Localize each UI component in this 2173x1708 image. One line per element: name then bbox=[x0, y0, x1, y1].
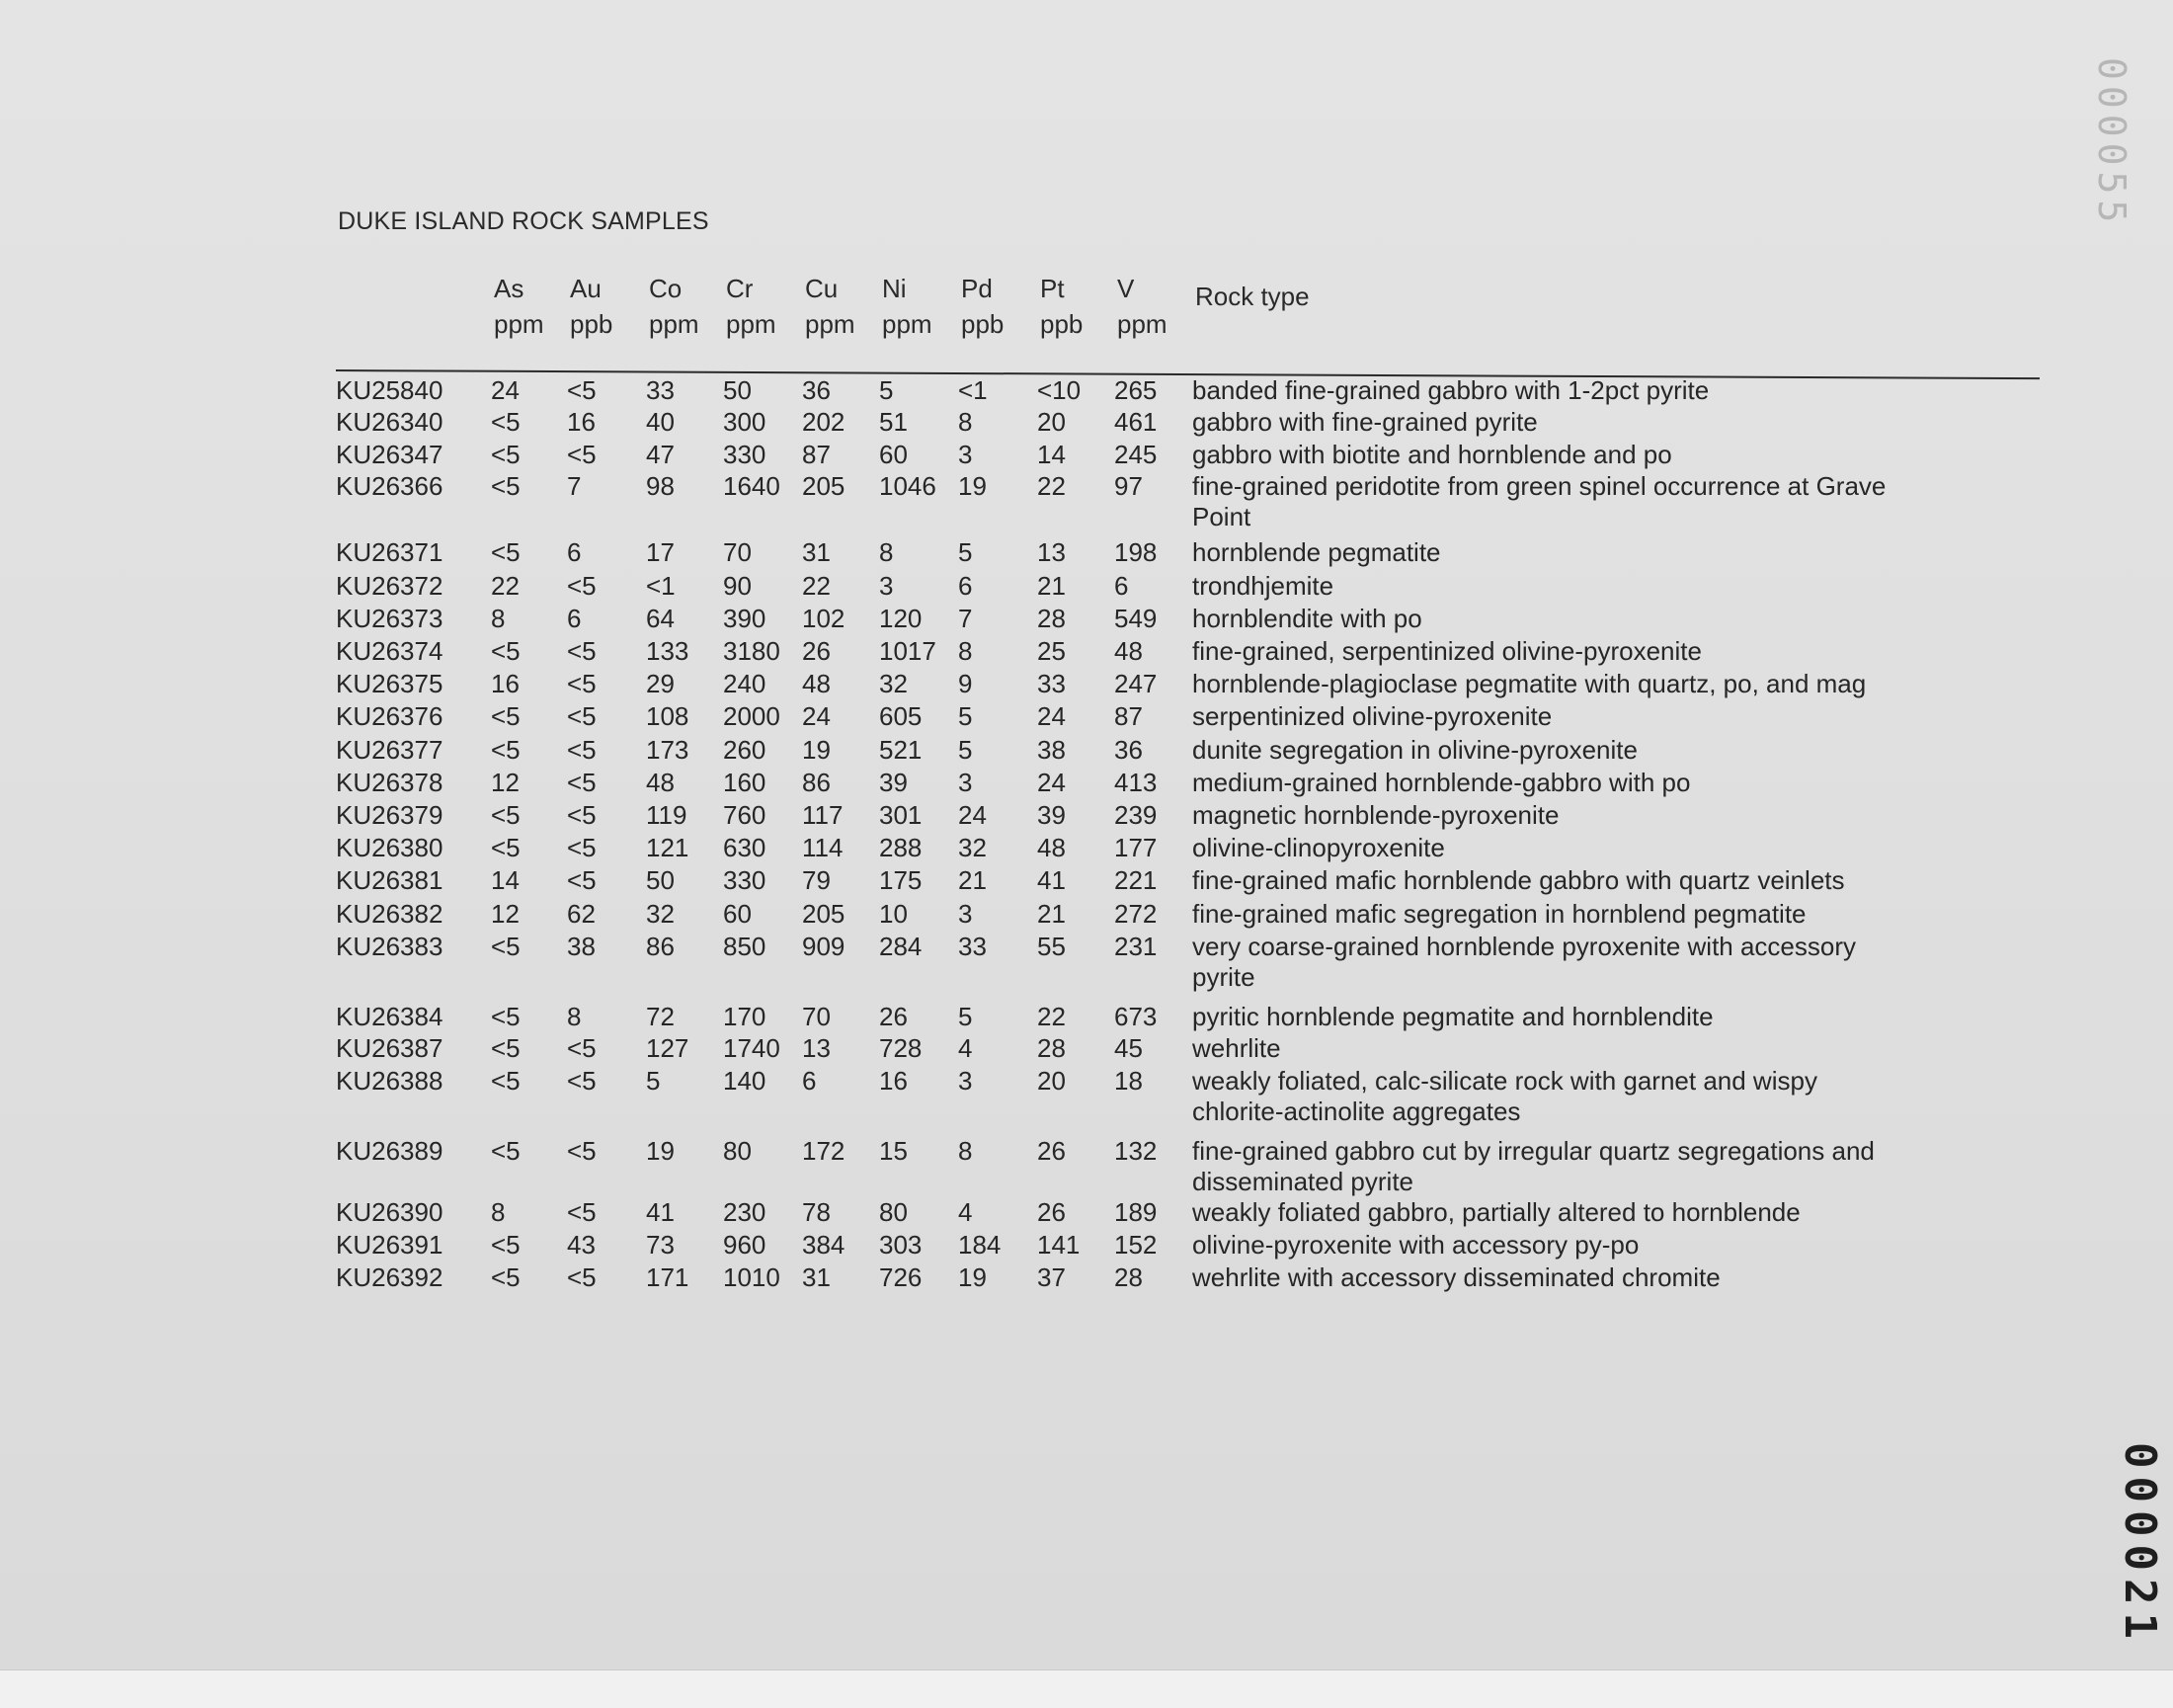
pt-value: 41 bbox=[1037, 865, 1066, 895]
col-header-cu: Cu ppm bbox=[805, 274, 855, 339]
co-value: 50 bbox=[646, 865, 675, 895]
col-header-cr: Cr ppm bbox=[726, 274, 776, 339]
pt-value: 21 bbox=[1037, 899, 1066, 929]
col-header-pt: Pt ppb bbox=[1040, 274, 1084, 339]
au-value: <5 bbox=[567, 1066, 597, 1096]
as-value: 14 bbox=[491, 865, 520, 895]
v-value: 97 bbox=[1114, 471, 1143, 501]
v-value: 272 bbox=[1114, 899, 1158, 929]
cu-value: 70 bbox=[802, 1002, 831, 1031]
sample-id: KU26374 bbox=[336, 636, 443, 666]
ni-value: 303 bbox=[879, 1230, 923, 1260]
cu-value: 205 bbox=[802, 899, 845, 929]
cr-value: 630 bbox=[723, 833, 766, 862]
pd-value: 5 bbox=[958, 735, 973, 765]
au-value: <5 bbox=[567, 1136, 597, 1166]
col-header-rock-type: Rock type bbox=[1195, 282, 1310, 311]
sample-id: KU26380 bbox=[336, 833, 443, 862]
co-value: 86 bbox=[646, 932, 675, 961]
as-value: <5 bbox=[491, 701, 521, 731]
cr-value: 260 bbox=[723, 735, 766, 765]
au-value: 43 bbox=[567, 1230, 596, 1260]
co-value: 73 bbox=[646, 1230, 675, 1260]
au-value: <5 bbox=[567, 375, 597, 405]
v-value: 6 bbox=[1114, 571, 1129, 601]
ni-value: 1046 bbox=[879, 471, 936, 501]
co-value: 171 bbox=[646, 1262, 689, 1292]
rock-type: weakly foliated, calc-silicate rock with garnet and wispy chlorite-actinolite aggregates bbox=[1192, 1066, 1817, 1126]
ni-value: 32 bbox=[879, 669, 908, 698]
au-value: <5 bbox=[567, 571, 597, 601]
co-value: 64 bbox=[646, 604, 675, 633]
pd-value: 3 bbox=[958, 440, 973, 469]
co-value: 121 bbox=[646, 833, 689, 862]
co-value: 108 bbox=[646, 701, 689, 731]
as-value: <5 bbox=[491, 440, 521, 469]
ni-value: 8 bbox=[879, 537, 894, 567]
rock-type: weakly foliated gabbro, partially altered to hornblende bbox=[1192, 1197, 1801, 1227]
v-value: 189 bbox=[1114, 1197, 1158, 1227]
co-value: 5 bbox=[646, 1066, 661, 1096]
ni-value: 1017 bbox=[879, 636, 936, 666]
au-value: 6 bbox=[567, 537, 582, 567]
cu-value: 205 bbox=[802, 471, 845, 501]
cr-value: 1640 bbox=[723, 471, 780, 501]
col-header-as: As ppm bbox=[494, 274, 544, 339]
sample-id: KU26378 bbox=[336, 768, 443, 797]
cu-value: 909 bbox=[802, 932, 845, 961]
pt-value: 38 bbox=[1037, 735, 1066, 765]
cr-value: 60 bbox=[723, 899, 752, 929]
v-value: 673 bbox=[1114, 1002, 1158, 1031]
rock-type: pyritic hornblende pegmatite and hornblendite bbox=[1192, 1002, 1714, 1031]
v-value: 265 bbox=[1114, 375, 1158, 405]
as-value: <5 bbox=[491, 407, 521, 437]
au-value: <5 bbox=[567, 1033, 597, 1063]
col-header-v: V ppm bbox=[1117, 274, 1167, 339]
cr-value: 330 bbox=[723, 440, 766, 469]
pd-value: <1 bbox=[958, 375, 988, 405]
rock-type: banded fine-grained gabbro with 1-2pct pyrite bbox=[1192, 375, 1710, 405]
as-value: <5 bbox=[491, 1033, 521, 1063]
sample-id: KU26379 bbox=[336, 800, 443, 830]
v-value: 177 bbox=[1114, 833, 1158, 862]
au-value: 38 bbox=[567, 932, 596, 961]
pt-value: 26 bbox=[1037, 1197, 1066, 1227]
cu-value: 19 bbox=[802, 735, 831, 765]
rock-type: trondhjemite bbox=[1192, 571, 1334, 601]
pt-value: 13 bbox=[1037, 537, 1066, 567]
ni-value: 728 bbox=[879, 1033, 923, 1063]
page-stamp-top: 000055 bbox=[2090, 57, 2133, 229]
pd-value: 6 bbox=[958, 571, 973, 601]
co-value: 33 bbox=[646, 375, 675, 405]
cr-value: 300 bbox=[723, 407, 766, 437]
ni-value: 726 bbox=[879, 1262, 923, 1292]
rock-type: hornblende-plagioclase pegmatite with quartz, po, and mag bbox=[1192, 669, 1867, 698]
au-value: <5 bbox=[567, 669, 597, 698]
rock-type: fine-grained mafic hornblende gabbro with quartz veinlets bbox=[1192, 865, 1845, 895]
cu-value: 117 bbox=[802, 800, 844, 830]
v-value: 28 bbox=[1114, 1262, 1143, 1292]
sample-id: KU26383 bbox=[336, 932, 443, 961]
cu-value: 86 bbox=[802, 768, 831, 797]
col-header-co: Co ppm bbox=[649, 274, 699, 339]
pt-value: 48 bbox=[1037, 833, 1066, 862]
pd-value: 3 bbox=[958, 1066, 973, 1096]
rock-type: serpentinized olivine-pyroxenite bbox=[1192, 701, 1553, 731]
co-value: 173 bbox=[646, 735, 689, 765]
pd-value: 8 bbox=[958, 1136, 973, 1166]
cu-value: 22 bbox=[802, 571, 831, 601]
document-title: DUKE ISLAND ROCK SAMPLES bbox=[338, 207, 709, 235]
au-value: <5 bbox=[567, 1197, 597, 1227]
as-value: <5 bbox=[491, 800, 521, 830]
pd-value: 4 bbox=[958, 1197, 973, 1227]
cu-value: 102 bbox=[802, 604, 845, 633]
pt-value: 28 bbox=[1037, 1033, 1066, 1063]
cu-value: 48 bbox=[802, 669, 831, 698]
sample-id: KU26340 bbox=[336, 407, 443, 437]
cr-value: 70 bbox=[723, 537, 752, 567]
pt-value: 20 bbox=[1037, 1066, 1066, 1096]
ni-value: 605 bbox=[879, 701, 923, 731]
v-value: 87 bbox=[1114, 701, 1143, 731]
sample-id: KU26384 bbox=[336, 1002, 443, 1031]
pt-value: 24 bbox=[1037, 701, 1066, 731]
cu-value: 172 bbox=[802, 1136, 845, 1166]
as-value: 8 bbox=[491, 604, 506, 633]
rock-type: hornblendite with po bbox=[1192, 604, 1422, 633]
pd-value: 19 bbox=[958, 471, 987, 501]
ni-value: 51 bbox=[879, 407, 908, 437]
pt-value: 24 bbox=[1037, 768, 1066, 797]
as-value: <5 bbox=[491, 1262, 521, 1292]
pt-value: 25 bbox=[1037, 636, 1066, 666]
sample-id: KU26373 bbox=[336, 604, 443, 633]
as-value: <5 bbox=[491, 1230, 521, 1260]
co-value: 72 bbox=[646, 1002, 675, 1031]
co-value: 133 bbox=[646, 636, 689, 666]
co-value: 19 bbox=[646, 1136, 675, 1166]
pt-value: 14 bbox=[1037, 440, 1066, 469]
ni-value: 26 bbox=[879, 1002, 908, 1031]
cu-value: 384 bbox=[802, 1230, 845, 1260]
rock-type: gabbro with biotite and hornblende and po bbox=[1192, 440, 1672, 469]
cr-value: 330 bbox=[723, 865, 766, 895]
co-value: 48 bbox=[646, 768, 675, 797]
cu-value: 114 bbox=[802, 833, 844, 862]
as-value: <5 bbox=[491, 1002, 521, 1031]
scan-bottom-edge bbox=[0, 1669, 2173, 1708]
col-header-pd: Pd ppb bbox=[961, 274, 1005, 339]
pt-value: 141 bbox=[1037, 1230, 1081, 1260]
cu-value: 13 bbox=[802, 1033, 831, 1063]
co-value: 119 bbox=[646, 800, 687, 830]
ni-value: 288 bbox=[879, 833, 923, 862]
ni-value: 5 bbox=[879, 375, 894, 405]
as-value: <5 bbox=[491, 1066, 521, 1096]
co-value: 98 bbox=[646, 471, 675, 501]
cu-value: 79 bbox=[802, 865, 831, 895]
v-value: 221 bbox=[1114, 865, 1158, 895]
sample-id: KU25840 bbox=[336, 375, 443, 405]
v-value: 45 bbox=[1114, 1033, 1143, 1063]
sample-id: KU26382 bbox=[336, 899, 443, 929]
v-value: 152 bbox=[1114, 1230, 1158, 1260]
cr-value: 50 bbox=[723, 375, 752, 405]
rock-type: olivine-clinopyroxenite bbox=[1192, 833, 1445, 862]
pt-value: <10 bbox=[1037, 375, 1082, 405]
au-value: <5 bbox=[567, 1262, 597, 1292]
pd-value: 8 bbox=[958, 636, 973, 666]
pt-value: 21 bbox=[1037, 571, 1066, 601]
sample-id: KU26392 bbox=[336, 1262, 443, 1292]
sample-id: KU26372 bbox=[336, 571, 443, 601]
col-header-ni: Ni ppm bbox=[882, 274, 932, 339]
sample-id: KU26377 bbox=[336, 735, 443, 765]
au-value: 6 bbox=[567, 604, 582, 633]
sample-id: KU26376 bbox=[336, 701, 443, 731]
pd-value: 7 bbox=[958, 604, 973, 633]
cu-value: 31 bbox=[802, 537, 831, 567]
ni-value: 60 bbox=[879, 440, 908, 469]
ni-value: 521 bbox=[879, 735, 923, 765]
rock-type: very coarse-grained hornblende pyroxenite with accessory pyrite bbox=[1192, 932, 1857, 992]
cr-value: 760 bbox=[723, 800, 766, 830]
au-value: <5 bbox=[567, 701, 597, 731]
rock-type: wehrlite bbox=[1192, 1033, 1281, 1063]
pt-value: 22 bbox=[1037, 471, 1066, 501]
cr-value: 140 bbox=[723, 1066, 766, 1096]
au-value: 62 bbox=[567, 899, 596, 929]
co-value: 40 bbox=[646, 407, 675, 437]
co-value: <1 bbox=[646, 571, 676, 601]
cu-value: 202 bbox=[802, 407, 845, 437]
v-value: 549 bbox=[1114, 604, 1158, 633]
rock-type: wehrlite with accessory disseminated chromite bbox=[1192, 1262, 1721, 1292]
sample-id: KU26381 bbox=[336, 865, 443, 895]
as-value: 22 bbox=[491, 571, 520, 601]
as-value: <5 bbox=[491, 636, 521, 666]
pd-value: 33 bbox=[958, 932, 987, 961]
pd-value: 8 bbox=[958, 407, 973, 437]
cu-value: 24 bbox=[802, 701, 831, 731]
sample-id: KU26391 bbox=[336, 1230, 443, 1260]
rock-type: fine-grained mafic segregation in hornblend pegmatite bbox=[1192, 899, 1807, 929]
v-value: 132 bbox=[1114, 1136, 1158, 1166]
au-value: <5 bbox=[567, 833, 597, 862]
pd-value: 4 bbox=[958, 1033, 973, 1063]
co-value: 17 bbox=[646, 537, 675, 567]
pd-value: 19 bbox=[958, 1262, 987, 1292]
ni-value: 3 bbox=[879, 571, 894, 601]
as-value: <5 bbox=[491, 735, 521, 765]
cr-value: 2000 bbox=[723, 701, 780, 731]
cr-value: 850 bbox=[723, 932, 766, 961]
v-value: 239 bbox=[1114, 800, 1158, 830]
as-value: 12 bbox=[491, 768, 520, 797]
au-value: 8 bbox=[567, 1002, 582, 1031]
cr-value: 90 bbox=[723, 571, 752, 601]
v-value: 198 bbox=[1114, 537, 1158, 567]
pd-value: 21 bbox=[958, 865, 987, 895]
page-stamp-bottom: 000021 bbox=[2115, 1442, 2165, 1647]
v-value: 48 bbox=[1114, 636, 1143, 666]
as-value: <5 bbox=[491, 833, 521, 862]
ni-value: 301 bbox=[879, 800, 923, 830]
pt-value: 33 bbox=[1037, 669, 1066, 698]
cr-value: 160 bbox=[723, 768, 766, 797]
pt-value: 39 bbox=[1037, 800, 1066, 830]
as-value: <5 bbox=[491, 537, 521, 567]
as-value: <5 bbox=[491, 471, 521, 501]
pd-value: 9 bbox=[958, 669, 973, 698]
rock-type: medium-grained hornblende-gabbro with po bbox=[1192, 768, 1691, 797]
v-value: 231 bbox=[1114, 932, 1158, 961]
pt-value: 28 bbox=[1037, 604, 1066, 633]
pt-value: 22 bbox=[1037, 1002, 1066, 1031]
sample-id: KU26387 bbox=[336, 1033, 443, 1063]
au-value: 16 bbox=[567, 407, 596, 437]
pd-value: 3 bbox=[958, 768, 973, 797]
cu-value: 26 bbox=[802, 636, 831, 666]
v-value: 18 bbox=[1114, 1066, 1143, 1096]
pd-value: 32 bbox=[958, 833, 987, 862]
cr-value: 1740 bbox=[723, 1033, 780, 1063]
pd-value: 24 bbox=[958, 800, 987, 830]
v-value: 247 bbox=[1114, 669, 1158, 698]
au-value: <5 bbox=[567, 440, 597, 469]
as-value: 12 bbox=[491, 899, 520, 929]
cr-value: 1010 bbox=[723, 1262, 780, 1292]
cr-value: 240 bbox=[723, 669, 766, 698]
v-value: 461 bbox=[1114, 407, 1158, 437]
cu-value: 87 bbox=[802, 440, 831, 469]
sample-id: KU26366 bbox=[336, 471, 443, 501]
pd-value: 184 bbox=[958, 1230, 1002, 1260]
au-value: <5 bbox=[567, 636, 597, 666]
ni-value: 284 bbox=[879, 932, 923, 961]
rock-type: fine-grained gabbro cut by irregular quartz segregations and disseminated pyrite bbox=[1192, 1136, 1875, 1196]
co-value: 41 bbox=[646, 1197, 675, 1227]
pd-value: 3 bbox=[958, 899, 973, 929]
as-value: <5 bbox=[491, 1136, 521, 1166]
v-value: 36 bbox=[1114, 735, 1143, 765]
rock-type: fine-grained peridotite from green spinel occurrence at Grave Point bbox=[1192, 471, 1887, 531]
v-value: 413 bbox=[1114, 768, 1158, 797]
ni-value: 15 bbox=[879, 1136, 908, 1166]
cr-value: 80 bbox=[723, 1136, 752, 1166]
cu-value: 31 bbox=[802, 1262, 831, 1292]
as-value: 16 bbox=[491, 669, 520, 698]
sample-id: KU26375 bbox=[336, 669, 443, 698]
pd-value: 5 bbox=[958, 1002, 973, 1031]
au-value: <5 bbox=[567, 735, 597, 765]
co-value: 29 bbox=[646, 669, 675, 698]
ni-value: 39 bbox=[879, 768, 908, 797]
ni-value: 120 bbox=[879, 604, 923, 633]
as-value: <5 bbox=[491, 932, 521, 961]
au-value: 7 bbox=[567, 471, 582, 501]
au-value: <5 bbox=[567, 800, 597, 830]
ni-value: 80 bbox=[879, 1197, 908, 1227]
co-value: 127 bbox=[646, 1033, 689, 1063]
rock-type: dunite segregation in olivine-pyroxenite bbox=[1192, 735, 1638, 765]
pt-value: 37 bbox=[1037, 1262, 1066, 1292]
sample-id: KU26371 bbox=[336, 537, 443, 567]
cr-value: 3180 bbox=[723, 636, 780, 666]
sample-id: KU26390 bbox=[336, 1197, 443, 1227]
cu-value: 6 bbox=[802, 1066, 817, 1096]
cu-value: 36 bbox=[802, 375, 831, 405]
sample-id: KU26389 bbox=[336, 1136, 443, 1166]
v-value: 245 bbox=[1114, 440, 1158, 469]
pd-value: 5 bbox=[958, 537, 973, 567]
col-header-au: Au ppb bbox=[570, 274, 613, 339]
ni-value: 10 bbox=[879, 899, 908, 929]
rock-type: hornblende pegmatite bbox=[1192, 537, 1441, 567]
co-value: 32 bbox=[646, 899, 675, 929]
sample-id: KU26347 bbox=[336, 440, 443, 469]
co-value: 47 bbox=[646, 440, 675, 469]
pt-value: 26 bbox=[1037, 1136, 1066, 1166]
as-value: 8 bbox=[491, 1197, 506, 1227]
cr-value: 960 bbox=[723, 1230, 766, 1260]
rock-type: gabbro with fine-grained pyrite bbox=[1192, 407, 1538, 437]
au-value: <5 bbox=[567, 865, 597, 895]
as-value: 24 bbox=[491, 375, 520, 405]
rock-type: fine-grained, serpentinized olivine-pyroxenite bbox=[1192, 636, 1702, 666]
ni-value: 175 bbox=[879, 865, 923, 895]
ni-value: 16 bbox=[879, 1066, 908, 1096]
pd-value: 5 bbox=[958, 701, 973, 731]
pt-value: 20 bbox=[1037, 407, 1066, 437]
cr-value: 170 bbox=[723, 1002, 766, 1031]
rock-type: olivine-pyroxenite with accessory py-po bbox=[1192, 1230, 1640, 1260]
pt-value: 55 bbox=[1037, 932, 1066, 961]
rock-type: magnetic hornblende-pyroxenite bbox=[1192, 800, 1560, 830]
au-value: <5 bbox=[567, 768, 597, 797]
cr-value: 390 bbox=[723, 604, 766, 633]
sample-id: KU26388 bbox=[336, 1066, 443, 1096]
cr-value: 230 bbox=[723, 1197, 766, 1227]
cu-value: 78 bbox=[802, 1197, 831, 1227]
